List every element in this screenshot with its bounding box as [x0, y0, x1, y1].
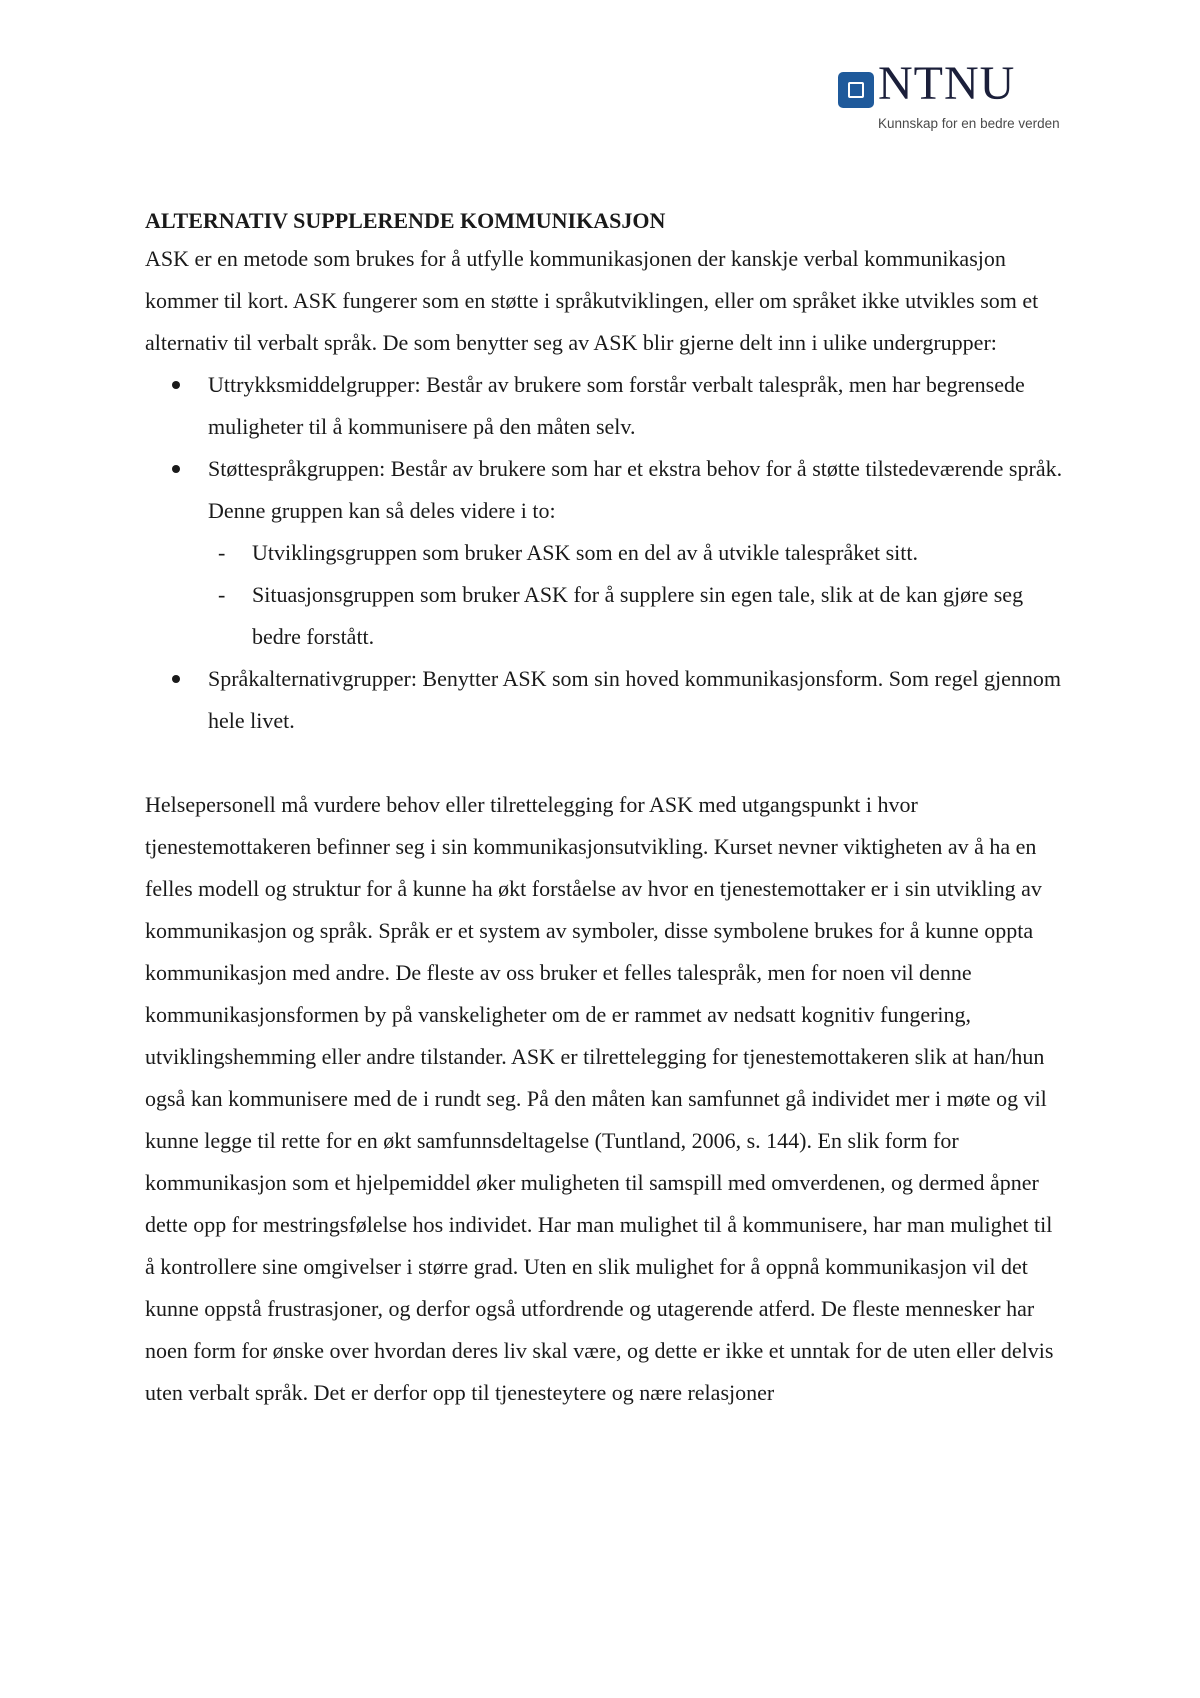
- list-item-text: Støttespråkgruppen: Består av brukere som har et ekstra behov for å støtte tilstedeværende språk. Denne gruppen kan så deles videre i to:: [208, 456, 1063, 523]
- document-heading: ALTERNATIV SUPPLERENDE KOMMUNIKASJON: [145, 208, 666, 233]
- intro-paragraph: ASK er en metode som brukes for å utfylle kommunikasjonen der kanskje verbal kommunikasjon kommer til kort. ASK fungerer som en støtte i språkutviklingen, eller om språket ikke utvikles som et alternativ til verbalt språk. De som benytter seg av ASK blir gjerne delt inn i ulike undergrupper:: [145, 246, 1039, 355]
- body-paragraph: Helsepersonell må vurdere behov eller tilrettelegging for ASK med utgangspunkt i hvor tjenestemottakeren befinner seg i sin kommunikasjonsutvikling. Kurset nevner viktigheten av å ha en felles modell og struktur for å kunne ha økt forståelse av hvor en tjenestemottaker er i sin utvikling av kommunikasjon og språk. Språk er et system av symboler, disse symbolene brukes for å kunne oppta kommunikasjon med andre. De fleste av oss bruker et felles talespråk, men for noen vil denne kommunikasjonsformen by på vanskeligheter om de er rammet av nedsatt kognitiv fungering, utviklingshemming eller andre tilstander. ASK er tilrettelegging for tjenestemottakeren slik at han/hun også kan kommunisere med de i rundt seg. På den måten kan samfunnet gå individet mer i møte og vil kunne legge til rette for en økt samfunnsdeltagelse (Tuntland, 2006, s. 144). En slik form for kommunikasjon som et hjelpemiddel øker muligheten til samspill med omverdenen, og dermed åpner dette opp for mestringsfølelse hos individet. Har man mulighet til å kommunisere, har man mulighet til å kontrollere sine omgivelser i større grad. Uten en slik mulighet for å oppnå kommunikasjon vil det kunne oppstå frustrasjoner, og derfor også utfordrende og utagerende atferd. De fleste mennesker har noen form for ønske over hvordan deres liv skal være, og dette er ikke et unntak for de uten eller delvis uten verbalt språk. Det er derfor opp til tjenesteytere og nære relasjoner: [145, 792, 1054, 1405]
- logo-tagline: Kunnskap for en bedre verden: [878, 116, 1060, 131]
- sub-list-item-utviklingsgruppen: - Utviklingsgruppen som bruker ASK som en del av å utvikle talespråket sitt.: [208, 532, 1067, 574]
- list-item-sprakalternativgrupper: [145, 658, 1067, 742]
- document-body: [145, 204, 1067, 1414]
- list-item-uttrykksmiddelgrupper: [145, 364, 1067, 448]
- ntnu-logo: [838, 57, 1078, 136]
- paragraph-spacer: [145, 742, 1067, 784]
- list-item-text: Språkalternativgrupper: Benytter ASK som sin hoved kommunikasjonsform. Som regel gjennom hele livet.: [208, 666, 1061, 733]
- sub-list-item-situasjonsgruppen: - Situasjonsgruppen som bruker ASK for å supplere sin egen tale, slik at de kan gjøre seg bedre forstått.: [208, 574, 1067, 658]
- group-list: [145, 364, 1067, 742]
- list-item-text: Uttrykksmiddelgrupper: Består av brukere som forstår verbalt talespråk, men har begrensede muligheter til å kommunisere på den måten selv.: [208, 372, 1025, 439]
- sub-group-list: [208, 532, 1067, 658]
- ntnu-logo-mark-icon: [838, 72, 874, 108]
- logo-name: NTNU: [878, 57, 1016, 110]
- list-item-stottesprakgruppen: [145, 448, 1067, 658]
